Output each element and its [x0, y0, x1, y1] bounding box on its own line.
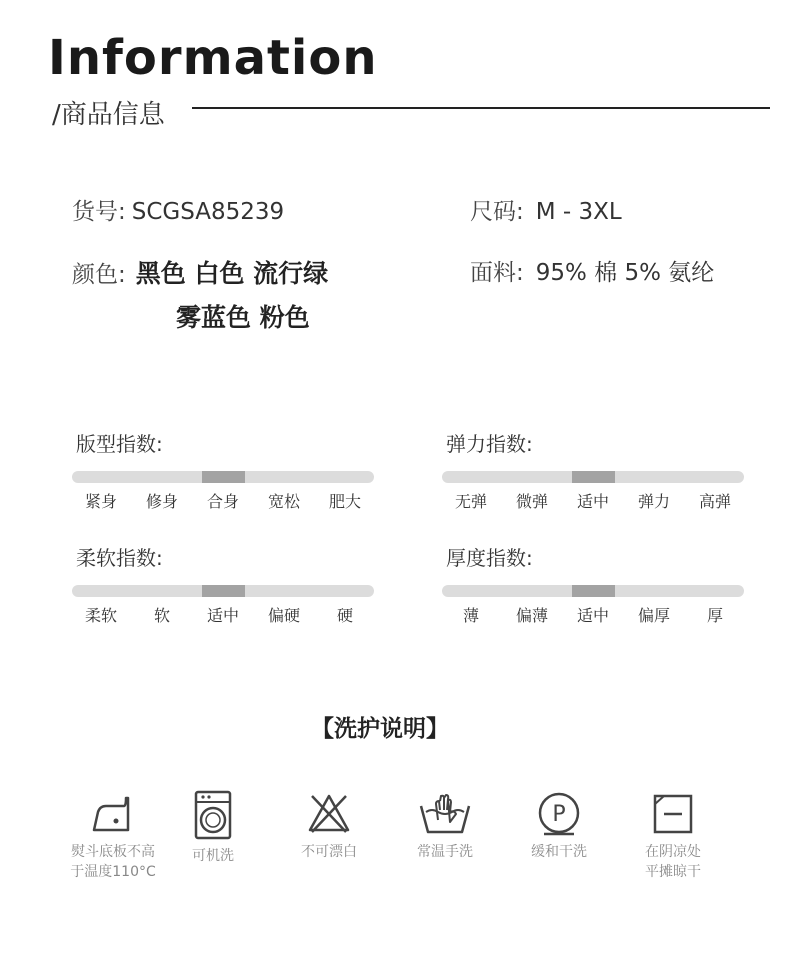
care-text-line: 可机洗: [192, 848, 234, 864]
scale-bar: [72, 585, 374, 597]
care-text: [58, 842, 168, 882]
scale-fill: [572, 471, 615, 483]
fabric-row: [470, 254, 714, 287]
scale-options: [442, 489, 744, 512]
color-values-line2: 雾蓝色 粉色: [176, 303, 310, 332]
scale-option: 微弹: [515, 492, 548, 511]
care-item-iron: [58, 790, 168, 882]
care-text: [158, 846, 268, 866]
scale-option: 软: [153, 606, 170, 625]
page-subtitle: /商品信息: [52, 100, 165, 130]
scale-option: 薄: [462, 606, 479, 625]
scale-bar: [442, 471, 744, 483]
size-label: 尺码:: [470, 199, 524, 225]
index-label: 厚度指数:: [446, 546, 533, 570]
care-text: [504, 842, 614, 862]
svg-text:P: P: [552, 802, 566, 827]
washing-machine-icon: [193, 790, 233, 840]
care-text: [618, 842, 728, 882]
color-values-line1: 黑色 白色 流行绿: [135, 259, 329, 288]
care-item-hand-wash: [390, 790, 500, 862]
dry-clean-p-icon: [536, 790, 582, 836]
sku-row: [72, 193, 284, 226]
index-label: 柔软指数:: [76, 546, 163, 570]
care-text-line: 缓和干洗: [531, 844, 587, 860]
iron-icon: [90, 790, 136, 836]
care-item-machine-wash: [158, 790, 268, 866]
index-softness: [72, 542, 374, 626]
scale-option: 合身: [206, 492, 239, 511]
scale-bar: [72, 471, 374, 483]
index-fit: [72, 428, 374, 512]
care-item-no-bleach: [274, 790, 384, 862]
scale-option: 紧身: [84, 492, 117, 511]
fabric-value: 95% 棉 5% 氨纶: [535, 260, 715, 286]
care-item-dry-clean: [504, 790, 614, 862]
scale-option: 宽松: [267, 492, 300, 511]
scale-option: 适中: [576, 492, 609, 511]
scale-option: 厚: [706, 606, 723, 625]
care-text: [390, 842, 500, 862]
scale-option: 偏厚: [637, 606, 670, 625]
scale-option: 偏薄: [515, 606, 548, 625]
scale-option: 硬: [336, 606, 353, 625]
hand-wash-icon: [418, 790, 472, 836]
care-item-dry-flat: [618, 790, 728, 882]
no-bleach-icon: [306, 790, 352, 836]
fabric-label: 面料:: [470, 260, 524, 286]
care-text-line: 平摊晾干: [645, 864, 701, 880]
scale-options: [72, 603, 374, 626]
size-row: [470, 193, 622, 226]
scale-options: [442, 603, 744, 626]
size-value: M - 3XL: [535, 199, 622, 225]
scale-option: 适中: [576, 606, 609, 625]
scale-option: 偏硬: [267, 606, 300, 625]
scale-option: 肥大: [328, 492, 361, 511]
care-text-line: 常温手洗: [417, 844, 473, 860]
care-title: 【洗护说明】: [311, 716, 449, 742]
scale-option: 修身: [145, 492, 178, 511]
page-title: Information: [48, 30, 378, 86]
care-text: [274, 842, 384, 862]
scale-bar: [442, 585, 744, 597]
color-label: 颜色:: [72, 262, 126, 288]
color-row: [72, 254, 328, 290]
scale-options: [72, 489, 374, 512]
sku-label: 货号:: [72, 199, 126, 225]
scale-option: 柔软: [84, 606, 117, 625]
index-elasticity: [442, 428, 744, 512]
care-text-line: 于温度110°C: [70, 864, 156, 880]
care-text-line: 熨斗底板不高: [71, 844, 155, 860]
scale-option: 弹力: [637, 492, 670, 511]
index-thickness: [442, 542, 744, 626]
scale-option: 适中: [206, 606, 239, 625]
dry-flat-shade-icon: [650, 790, 696, 836]
scale-fill: [572, 585, 615, 597]
care-text-line: 不可漂白: [301, 844, 357, 860]
scale-fill: [202, 585, 245, 597]
sku-value: SCGSA85239: [131, 199, 285, 225]
scale-option: 高弹: [698, 492, 731, 511]
scale-fill: [202, 471, 245, 483]
scale-option: 无弹: [454, 492, 487, 511]
header-divider: [192, 107, 770, 109]
index-label: 弹力指数:: [446, 432, 533, 456]
index-label: 版型指数:: [76, 432, 163, 456]
care-text-line: 在阴凉处: [645, 844, 701, 860]
